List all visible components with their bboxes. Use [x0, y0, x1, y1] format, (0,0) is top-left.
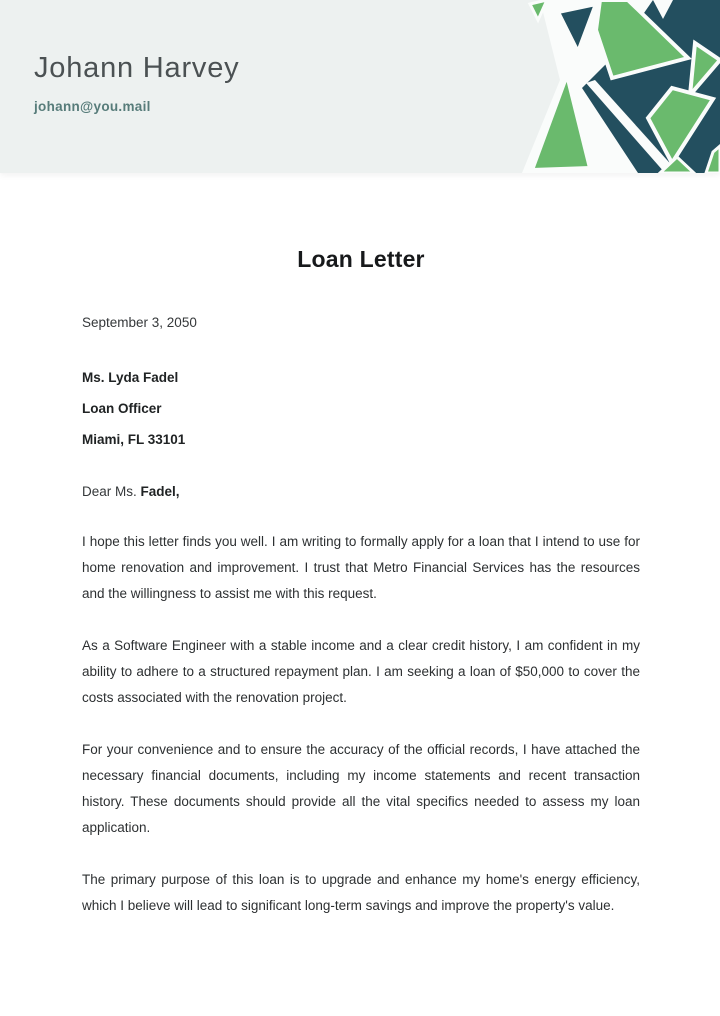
recipient-title: Loan Officer [82, 401, 162, 416]
sender-email: johann@you.mail [34, 98, 151, 114]
paragraph-intro: I hope this letter finds you well. I am writing to formally apply for a loan that I intend to use for home renovation and improvement. I trust that Metro Financial Services has the resources and the willingness to assist me with this request. [82, 534, 640, 601]
letter-title: Loan Letter [297, 246, 425, 272]
sender-block [34, 51, 239, 114]
geometric-decoration-icon [520, 0, 720, 173]
paragraph-purpose: The primary purpose of this loan is to upgrade and enhance my home's energy efficiency, which I believe will lead to significant long-term savings and improve the property's value. [82, 872, 640, 913]
salutation [82, 479, 640, 505]
paragraph-qualification: As a Software Engineer with a stable income and a clear credit history, I am confident in my ability to adhere to a structured repayment plan. I am seeking a loan of $50,000 to cover the costs associated with the renovation project. [82, 638, 640, 705]
letter-date: September 3, 2050 [82, 315, 197, 330]
recipient-address: Miami, FL 33101 [82, 432, 186, 447]
recipient-block [82, 365, 640, 453]
salutation-recipient-name: Fadel, [140, 484, 180, 499]
letter-body [0, 173, 720, 945]
salutation-prefix: Dear Ms. [82, 484, 141, 499]
paragraph-documents: For your convenience and to ensure the accuracy of the official records, I have attached the necessary financial documents, including my income statements and recent transaction history. These documents should provide all the vital specifics needed to assess my loan application. [82, 742, 640, 835]
sender-name: Johann Harvey [34, 52, 240, 84]
letterhead [0, 0, 720, 173]
recipient-name: Ms. Lyda Fadel [82, 370, 179, 385]
